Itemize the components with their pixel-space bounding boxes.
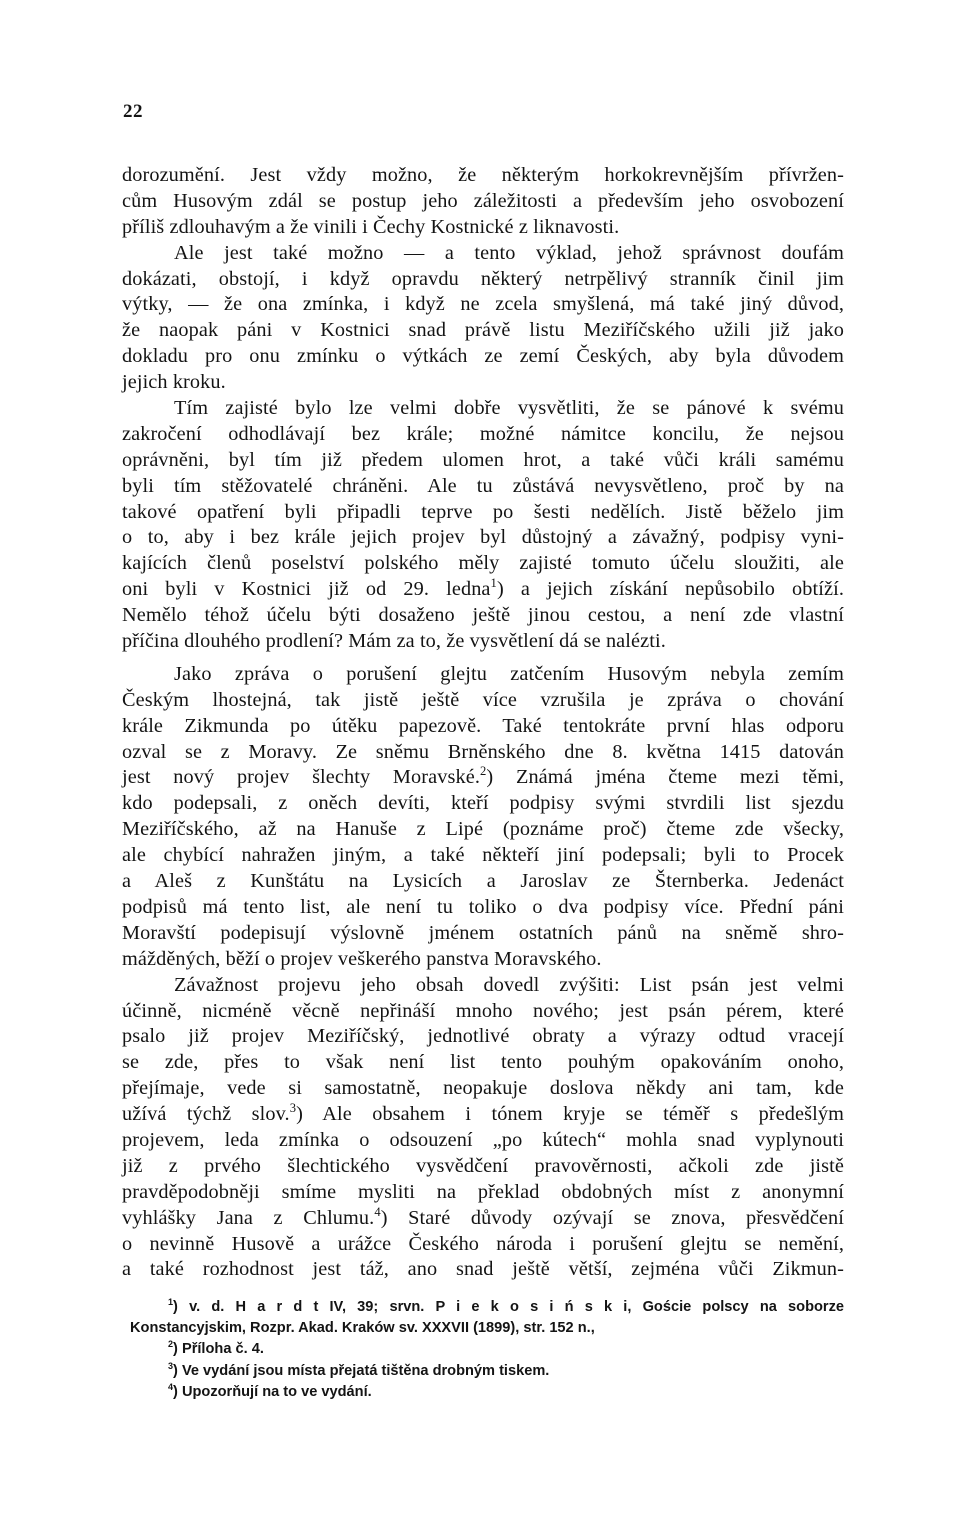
text-line: [122, 1180, 844, 1206]
text-line: [122, 791, 844, 817]
text-line: [122, 1050, 844, 1076]
footnote-reference: 4: [374, 1204, 381, 1219]
line-text: že naopak páni v Kostnici snad právě listu Meziříčského užili již jako: [122, 319, 844, 342]
line-text: krále Zikmunda po útěku papezově. Také tentokráte první hlas odporu: [122, 714, 844, 737]
text-line: [122, 1076, 844, 1102]
footnote-marker: 1: [168, 1297, 174, 1308]
text-line: [122, 189, 844, 215]
text-line: [122, 370, 844, 396]
text-line: [122, 292, 844, 318]
text-line: [122, 1257, 844, 1283]
text-line: [122, 973, 844, 999]
line-text: a také rozhodnost jest táž, ano snad ještě větší, zejména vůči Zikmun-: [122, 1258, 844, 1281]
footnote: [130, 1361, 844, 1382]
line-text: již z prvého šlechtického vysvědčení pravověrnosti, ačkoli zde jistě: [122, 1154, 844, 1177]
line-text: pravděpodobněji smíme mysliti na překlad obdobných míst z anonymní: [122, 1180, 844, 1203]
line-text: dorozumění. Jest vždy možno, že některým horkokrevnějším přívržen-: [122, 164, 844, 186]
footnote-text: ) Ve vydání jsou místa přejatá tištěna drobným tiskem.: [173, 1362, 550, 1379]
line-text: a Aleš z Kunštátu na Lysicích a Jaroslav ze Šternberka. Jedenáct: [122, 870, 844, 893]
footnote-text: ) v. d. H a r d t IV, 39; srvn. P i e k o s i ń s k i, Goście polscy na soborze: [173, 1299, 844, 1315]
text-line: [122, 843, 844, 869]
text-line: [122, 662, 844, 688]
text-line: [122, 629, 844, 655]
text-line: [122, 163, 844, 189]
line-text: Nemělo téhož účelu býti dosaženo ještě jinou cestou, a není zde vlastní: [122, 604, 844, 627]
footnote: [130, 1297, 844, 1318]
line-text: o nevinně Husově a urážce Českého národa i porušení glejtu se nemění,: [122, 1232, 844, 1255]
text-line: [122, 817, 844, 843]
line-text: podpisů má tento list, ale není tu toliko o dva podpisy více. Přední páni: [122, 895, 844, 918]
text-line: [122, 921, 844, 947]
text-line: [122, 1154, 844, 1180]
line-text: oprávněni, byl tím již předem ulomen hrot, a také vůči králi samému: [122, 448, 844, 471]
footnote: [130, 1382, 844, 1403]
text-line: [122, 765, 844, 791]
line-text: Ale jest také možno — a tento výklad, jehož správnost doufám: [174, 241, 844, 264]
text-line: [122, 422, 844, 448]
body-text: [122, 163, 844, 1283]
text-line: [122, 318, 844, 344]
line-text: jest nový projev šlechty Moravské.: [122, 766, 480, 789]
text-line: [122, 500, 844, 526]
line-text: dokladu pro onu zmínku o výtkách ze zemí Českých, aby byla důvodem: [122, 345, 844, 368]
line-text: takové opatření byli připadli teprve po šesti nedělích. Jistě běželo jim: [122, 500, 844, 523]
line-text: přejímaje, vede si samostatně, neopakuje doslova někdy ani tam, kde: [122, 1077, 844, 1100]
text-line: [122, 1102, 844, 1128]
text-line: [122, 1128, 844, 1154]
text-line: [122, 551, 844, 577]
text-line: [122, 999, 844, 1025]
line-text: kdo podepsali, z oněch devíti, kteří podpisy svými stvrdili list sjezdu: [122, 792, 844, 815]
text-line: [122, 396, 844, 422]
page-number: 22: [123, 101, 143, 122]
text-line: [122, 241, 844, 267]
footnote-text: ) Příloha č. 4.: [173, 1341, 264, 1358]
footnote-marker: 4: [168, 1381, 174, 1392]
text-line: [122, 344, 844, 370]
line-text: mážděných, běží o projev veškerého panstva Moravského.: [122, 947, 602, 970]
text-line: [122, 1024, 844, 1050]
line-text: dokázati, obstojí, i když opravdu některý netrpělivý stranník činil jim: [122, 267, 844, 290]
footnote-reference: 2: [480, 764, 487, 779]
line-text: Tím zajisté bylo lze velmi dobře vysvětliti, že se pánové k svému: [174, 397, 844, 420]
text-line: [122, 895, 844, 921]
text-line: [122, 714, 844, 740]
line-text: oni byli v Kostnici již od 29. ledna: [122, 578, 491, 601]
text-line: [122, 525, 844, 551]
line-text: příčina dlouhého prodlení? Mám za to, že vysvětlení dá se nalézti.: [122, 630, 666, 653]
text-line: [122, 688, 844, 714]
footnote: [130, 1339, 844, 1360]
line-text: zakročení odhodlávají bez krále; možné námitce koncilu, že nejsou: [122, 422, 844, 445]
line-text: výtky, — že ona zmínka, i když ne zcela smyšlená, má také jiný důvod,: [122, 293, 844, 316]
line-text: jejich kroku.: [122, 371, 226, 394]
line-text-continued: ) Staré důvody ozývají se znova, přesvědčení: [380, 1206, 845, 1229]
line-text: užívá týchž slov.: [122, 1103, 290, 1126]
text-line: [122, 1206, 844, 1232]
text-line: [122, 267, 844, 293]
footnote: [130, 1318, 844, 1339]
footnote-text: Konstancyjskim, Rozpr. Akad. Kraków sv. XXXVII (1899), str. 152 n.,: [130, 1320, 595, 1337]
line-text: psalo již projev Meziříčský, jednotlivé obraty a výrazy odtud vracejí: [122, 1025, 844, 1048]
footnote-marker: 2: [168, 1339, 174, 1350]
line-text: ozval se z Moravy. Ze sněmu Brněnského dne 8. května 1415 datován: [122, 740, 844, 763]
line-text: účinně, nicméně věcně nepřináší mnoho nového; jest psán pérem, které: [122, 999, 844, 1022]
footnote-marker: 3: [168, 1360, 174, 1371]
line-text-continued: ) Známá jména čteme mezi těmi,: [486, 766, 844, 789]
line-text: Meziříčského, až na Hanuše z Lipé (poznáme proč) čteme zde všecky,: [122, 818, 844, 841]
text-line: [122, 603, 844, 629]
text-line: [122, 1232, 844, 1258]
line-text: cům Husovým zdál se postup jeho záležitosti a především jeho osvobození: [122, 189, 844, 212]
line-text: byli tím stěžovatelé chráněni. Ale tu zůstává nevysvětleno, proč by na: [122, 474, 844, 497]
line-text: vyhlášky Jana z Chlumu.: [122, 1206, 375, 1229]
line-text: Moravští podepisují výslovně jménem ostatních pánů na sněmě shro-: [122, 921, 844, 944]
line-text: ale chybící nahražen jiným, a také někteří jiní podepsali; byli to Procek: [122, 844, 844, 867]
text-line: [122, 947, 844, 973]
text-line: [122, 474, 844, 500]
footnotes: [130, 1297, 844, 1403]
line-text: Českým lhostejná, tak jistě ještě více vzrušila je zpráva o chování: [122, 688, 844, 711]
line-text-continued: ) Ale obsahem i tónem kryje se téměř s předešlým: [296, 1103, 844, 1126]
text-line: [122, 448, 844, 474]
line-text: o to, aby i bez krále jejich projev byl důstojný a závažný, podpisy vyni-: [122, 526, 844, 549]
line-text: projevem, leda zmínka o odsouzení „po kútech“ mohla snad vyplynouti: [122, 1128, 844, 1151]
footnote-reference: 3: [289, 1101, 297, 1116]
line-text: kajících členů poselství polského měly zajisté tomuto účelu sloužiti, ale: [122, 552, 844, 575]
text-line: [122, 869, 844, 895]
line-text: Závažnost projevu jeho obsah dovedl zvýšiti: List psán jest velmi: [174, 973, 844, 996]
line-text: Jako zpráva o porušení glejtu zatčením Husovým nebyla zemím: [174, 662, 844, 685]
footnote-text: ) Upozorňují na to ve vydání.: [173, 1383, 372, 1400]
footnote-reference: 1: [490, 576, 497, 591]
text-line: [122, 740, 844, 766]
line-text-continued: ) a jejich získání nepůsobilo obtíží.: [496, 578, 844, 601]
text-line: [122, 577, 844, 603]
line-text: se zde, přes to však není list tento pouhým opakováním onoho,: [122, 1051, 844, 1074]
text-line: [122, 215, 844, 241]
line-text: příliš zdlouhavým a že vinili i Čechy Kostnické z liknavosti.: [122, 215, 620, 238]
